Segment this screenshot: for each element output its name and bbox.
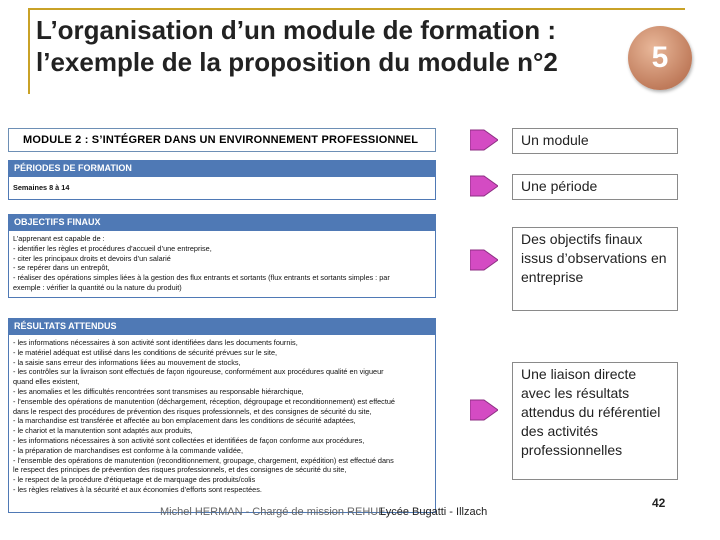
objectifs-heading: OBJECTIFS FINAUX xyxy=(8,214,436,230)
resultat-line: le respect des principes de prévention des risques professionnels, et des consignes de sécurité du site, xyxy=(13,465,347,475)
resultat-line: - le respect de la procédure d’étiquetage et de marquage des produits/colis xyxy=(13,475,256,485)
objectif-line: - réaliser des opérations simples liées à la gestion des flux entrants et sortants (flux entrants et sortants simples : par xyxy=(13,273,390,283)
resultat-line: - les contrôles sur la livraison sont effectués de façon rigoureuse, conformément aux procédures qualité en vigueur xyxy=(13,367,384,377)
arrow-right-icon xyxy=(470,126,498,154)
slide-title-line-2: l’exemple de la proposition du module n°2 xyxy=(36,47,558,77)
callout-resultats: Une liaison directe avec les résultats attendus du référentiel des activités professionnelles xyxy=(512,362,678,480)
resultat-line: - les règles relatives à la sécurité et aux économies d’efforts sont respectées. xyxy=(13,484,262,494)
resultat-line: - les informations nécessaires à son activité sont collectées et identifiées de façon conforme aux procédures, xyxy=(13,435,365,445)
periodes-body xyxy=(8,176,436,200)
objectif-line: - identifier les règles et procédures d’accueil d’une entreprise, xyxy=(13,243,212,253)
resultat-line: - la saisie sans erreur des informations liées au mouvement de stocks, xyxy=(13,357,241,367)
callout-objectifs: Des objectifs finaux issus d’observations en entreprise xyxy=(512,227,678,311)
module-document xyxy=(8,128,436,513)
resultat-line: - les anomalies et les difficultés rencontrées sont transmises au responsable hiérarchique, xyxy=(13,386,304,396)
footer-school: Lycée Bugatti - Illzach xyxy=(380,506,488,518)
resultat-line: - la préparation de marchandises est conforme à la commande validée, xyxy=(13,445,243,455)
objectifs-body xyxy=(8,230,436,298)
periodes-heading: PÉRIODES DE FORMATION xyxy=(8,160,436,176)
objectif-line: exemple : vérifier la quantité ou la nature du produit) xyxy=(13,282,182,292)
callout-module: Un module xyxy=(512,128,678,154)
resultats-body xyxy=(8,334,436,513)
footer-author: Michel HERMAN - Chargé de mission REHUE xyxy=(160,506,386,518)
module-title: MODULE 2 : S’INTÉGRER DANS UN ENVIRONNEMENT PROFESSIONNEL xyxy=(8,128,436,152)
resultat-line: - le chariot et la manutention sont adaptés aux produits, xyxy=(13,426,193,436)
page-number: 42 xyxy=(652,496,666,510)
resultat-line: quand elles existent, xyxy=(13,377,80,387)
slide-title-line-1: L’organisation d’un module de formation : xyxy=(36,15,556,45)
objectif-line: L’apprenant est capable de : xyxy=(13,234,105,243)
resultat-line: - les informations nécessaires à son activité sont identifiées dans les documents fournis, xyxy=(13,338,298,347)
resultat-line: - le matériel adéquat est utilisé dans les conditions de sécurité prévues sur le site, xyxy=(13,347,278,357)
resultats-heading: RÉSULTATS ATTENDUS xyxy=(8,318,436,334)
arrow-right-icon xyxy=(470,246,498,274)
resultat-line: - la marchandise est transférée et affectée au bon emplacement dans les conditions de sécurité adaptées, xyxy=(13,416,356,426)
callout-periode: Une période xyxy=(512,174,678,200)
resultat-line: dans le respect des procédures de prévention des risques professionnels, et des consignes de sécurité du site, xyxy=(13,406,372,416)
resultat-line: - l’ensemble des opérations de manutention (déchargement, réception, dégroupage et reconditionnement) est effectué xyxy=(13,396,395,406)
objectif-line: - se repérer dans un entrepôt, xyxy=(13,263,110,273)
resultat-line: - l’ensemble des opérations de manutention (reconditionnement, groupage, chargement, expédition) est effectué dans xyxy=(13,455,394,465)
arrow-right-icon xyxy=(470,396,498,424)
objectif-line: - citer les principaux droits et devoirs d’un salarié xyxy=(13,253,171,263)
slide-number-badge: 5 xyxy=(628,26,692,90)
arrow-right-icon xyxy=(470,172,498,200)
periodes-text: Semaines 8 à 14 xyxy=(13,183,70,192)
slide-title xyxy=(36,14,636,78)
